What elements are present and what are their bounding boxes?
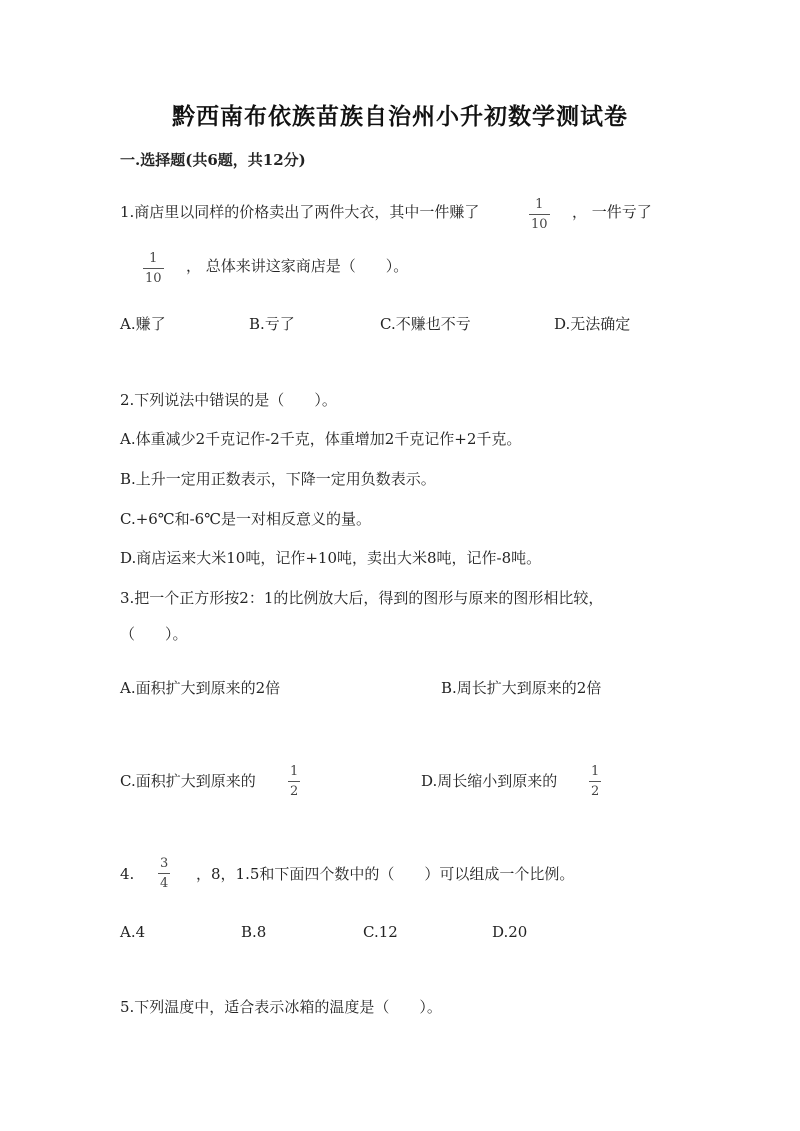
fraction-numerator: 3	[160, 856, 169, 871]
q1-option-c[interactable]: C.不赚也不亏	[380, 315, 471, 333]
q1-fraction-1	[529, 197, 550, 232]
fraction-denominator: 10	[145, 271, 162, 286]
section-heading: 一.选择题(共6题，共12分)	[120, 151, 306, 169]
q4-option-b[interactable]: B.8	[241, 923, 267, 941]
fraction-numerator: 1	[149, 251, 158, 266]
q4-option-a[interactable]: A.4	[120, 923, 146, 941]
q3-option-b[interactable]: B.周长扩大到原来的2倍	[441, 679, 602, 697]
fraction-denominator: 4	[160, 876, 169, 891]
q2-stem: 2.下列说法中错误的是（ ）。	[120, 391, 337, 409]
fraction-denominator: 2	[290, 784, 299, 799]
q1-option-a[interactable]: A.赚了	[120, 315, 166, 333]
q1-option-b[interactable]: B.亏了	[249, 315, 295, 333]
q4-number: 4.	[120, 865, 135, 883]
q5-stem: 5.下列温度中，适合表示冰箱的温度是（ ）。	[120, 998, 442, 1016]
q2-option-c[interactable]: C.+6℃和-6℃是一对相反意义的量。	[120, 510, 371, 528]
q3-option-d-fraction	[589, 764, 601, 799]
q2-option-a[interactable]: A.体重减少2千克记作-2千克，体重增加2千克记作+2千克。	[120, 430, 522, 448]
fraction-denominator: 2	[591, 784, 600, 799]
page-title: 黔西南布依族苗族自治州小升初数学测试卷	[172, 103, 628, 130]
q1-text-a: 1.商店里以同样的价格卖出了两件大衣，其中一件赚了	[120, 203, 480, 221]
q3-option-a[interactable]: A.面积扩大到原来的2倍	[120, 679, 281, 697]
q1-option-d[interactable]: D.无法确定	[554, 315, 631, 333]
fraction-numerator: 1	[591, 764, 600, 779]
q4-option-c[interactable]: C.12	[363, 923, 398, 941]
q4-fraction	[158, 856, 170, 891]
q2-option-b[interactable]: B.上升一定用正数表示，下降一定用负数表示。	[120, 470, 436, 488]
q3-option-d[interactable]: D.周长缩小到原来的	[421, 772, 558, 790]
fraction-numerator: 1	[535, 197, 544, 212]
q3-stem-b: （ ）。	[120, 625, 188, 643]
q2-option-d[interactable]: D.商店运来大米10吨，记作+10吨，卖出大米8吨，记作-8吨。	[120, 549, 542, 567]
q3-option-c[interactable]: C.面积扩大到原来的	[120, 772, 256, 790]
q3-stem-a: 3.把一个正方形按2：1的比例放大后，得到的图形与原来的图形相比较，	[120, 589, 604, 607]
q1-fraction-2	[143, 251, 164, 286]
q4-text: ，8，1.5和下面四个数中的（ ）可以组成一个比例。	[196, 865, 575, 883]
fraction-denominator: 10	[531, 217, 548, 232]
fraction-numerator: 1	[290, 764, 299, 779]
q1-text-b: ， 一件亏了	[572, 203, 652, 221]
q4-option-d[interactable]: D.20	[492, 923, 528, 941]
q1-text-c: ， 总体来讲这家商店是（ ）。	[186, 257, 409, 275]
q3-option-c-fraction	[288, 764, 300, 799]
